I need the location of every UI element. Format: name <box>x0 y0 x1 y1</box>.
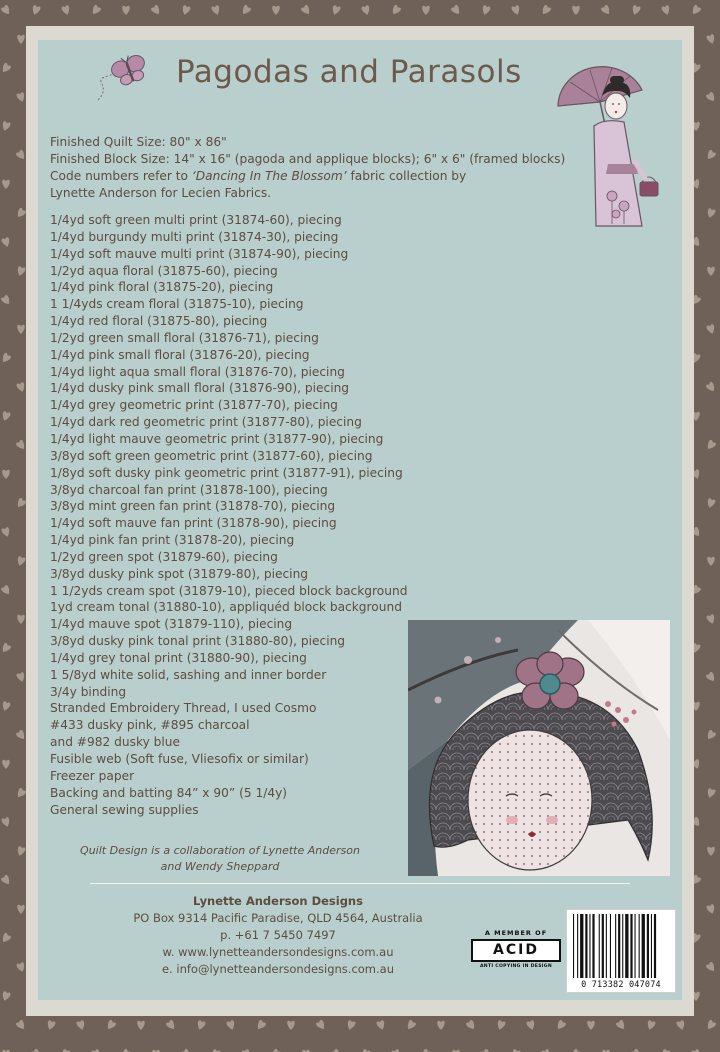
quilt-block-photo <box>408 620 670 876</box>
materials-item: 3/8yd charcoal fan print (31878-100), piecing <box>50 482 328 497</box>
materials-item: 3/8yd dusky pink tonal print (31880-80), piecing <box>50 634 346 649</box>
postal-address: PO Box 9314 Pacific Paradise, QLD 4564, Australia <box>133 911 423 925</box>
phone-number: p. +61 7 5450 7497 <box>220 928 336 942</box>
materials-item: Freezer paper <box>50 768 135 783</box>
email-link[interactable]: e. info@lynetteandersondesigns.com.au <box>161 962 395 976</box>
materials-item: Backing and batting 84” x 90” (5 1/4y) <box>50 785 288 800</box>
page-title: Pagodas and Parasols <box>176 54 522 90</box>
materials-item: 3/8yd dusky pink spot (31879-80), piecing <box>50 566 309 581</box>
barcode-bars <box>567 912 675 982</box>
barcode <box>566 909 676 993</box>
materials-item: #433 dusky pink, #895 charcoal <box>50 718 250 733</box>
materials-item: 1 5/8yd white solid, sashing and inner border <box>50 667 327 682</box>
materials-item: Stranded Embroidery Thread, I used Cosmo <box>50 701 317 716</box>
materials-item: 3/4y binding <box>50 684 127 699</box>
materials-list <box>50 212 407 818</box>
materials-item: 1 1/2yds cream spot (31879-10), pieced block background <box>50 583 408 598</box>
divider <box>90 883 630 884</box>
design-credit <box>60 843 380 875</box>
intro-block <box>50 134 566 202</box>
materials-item: General sewing supplies <box>50 802 199 817</box>
materials-item: 1/4yd pink floral (31875-20), piecing <box>50 280 274 295</box>
finished-block-size: Finished Block Size: 14" x 16" (pagoda and applique blocks); 6" x 6" (framed blocks) <box>50 152 566 166</box>
materials-item: 1/4yd soft mauve fan print (31878-90), piecing <box>50 516 337 531</box>
materials-item: 1yd cream tonal (31880-10), appliquéd block background <box>50 600 402 615</box>
materials-item: 1/4yd pink fan print (31878-20), piecing <box>50 533 295 548</box>
materials-item: 1/4yd pink small floral (31876-20), piecing <box>50 347 310 362</box>
company-name: Lynette Anderson Designs <box>193 894 363 908</box>
materials-item: 1/4yd mauve spot (31879-110), piecing <box>50 617 293 632</box>
acid-badge-bottom-text: ANTI COPYING IN DESIGN <box>479 964 553 969</box>
materials-item: 1/4yd soft mauve multi print (31874-90), piecing <box>50 246 349 261</box>
materials-item: 3/8yd soft green geometric print (31877-60), piecing <box>50 448 373 463</box>
collection-name: ‘Dancing In The Blossom’ <box>191 169 347 183</box>
code-note: Code numbers refer to ‘Dancing In The Blossom’ fabric collection by <box>50 169 467 183</box>
credit-line-1: Quilt Design is a collaboration of Lynette Anderson <box>80 844 360 857</box>
materials-item: 1/2yd green spot (31879-60), piecing <box>50 549 278 564</box>
butterfly-icon <box>96 54 160 104</box>
materials-item: 1/4yd burgundy multi print (31874-30), piecing <box>50 229 339 244</box>
materials-item: 1 1/4yds cream floral (31875-10), piecing <box>50 297 304 312</box>
geisha-parasol-illustration <box>550 56 680 236</box>
contact-block <box>128 893 428 978</box>
materials-item: 1/2yd green small floral (31876-71), piecing <box>50 330 319 345</box>
materials-item: 1/4yd soft green multi print (31874-60), piecing <box>50 213 342 227</box>
materials-item: 1/8yd soft dusky pink geometric print (31877-91), piecing <box>50 465 403 480</box>
acid-logo: ACID <box>471 939 561 962</box>
materials-item: 1/4yd dusky pink small floral (31876-90), piecing <box>50 381 350 396</box>
content-panel <box>38 40 682 1000</box>
barcode-digits: 0 713382 047074 <box>581 980 661 990</box>
materials-item: 1/4yd red floral (31875-80), piecing <box>50 314 268 329</box>
code-note-line2: Lynette Anderson for Lecien Fabrics. <box>50 186 272 200</box>
materials-item: 1/4yd grey geometric print (31877-70), piecing <box>50 398 338 413</box>
materials-item: 1/4yd light mauve geometric print (31877-90), piecing <box>50 431 384 446</box>
materials-item: 3/8yd mint green fan print (31878-70), piecing <box>50 499 336 514</box>
materials-item: 1/2yd aqua floral (31875-60), piecing <box>50 263 278 278</box>
materials-item: Fusible web (Soft fuse, Vliesofix or similar) <box>50 752 309 766</box>
website-link[interactable]: w. www.lynetteandersondesigns.com.au <box>162 945 394 959</box>
materials-item: 1/4yd light aqua small floral (31876-70), piecing <box>50 364 345 379</box>
credit-line-2: and Wendy Sheppard <box>160 860 280 873</box>
acid-badge-top-text: A MEMBER OF <box>484 929 548 937</box>
finished-quilt-size: Finished Quilt Size: 80" x 86" <box>50 135 227 149</box>
materials-item: 1/4yd grey tonal print (31880-90), piecing <box>50 650 307 665</box>
materials-item: 1/4yd dark red geometric print (31877-80), piecing <box>50 415 362 430</box>
acid-member-badge <box>470 929 562 969</box>
materials-item: and #982 dusky blue <box>50 735 181 750</box>
